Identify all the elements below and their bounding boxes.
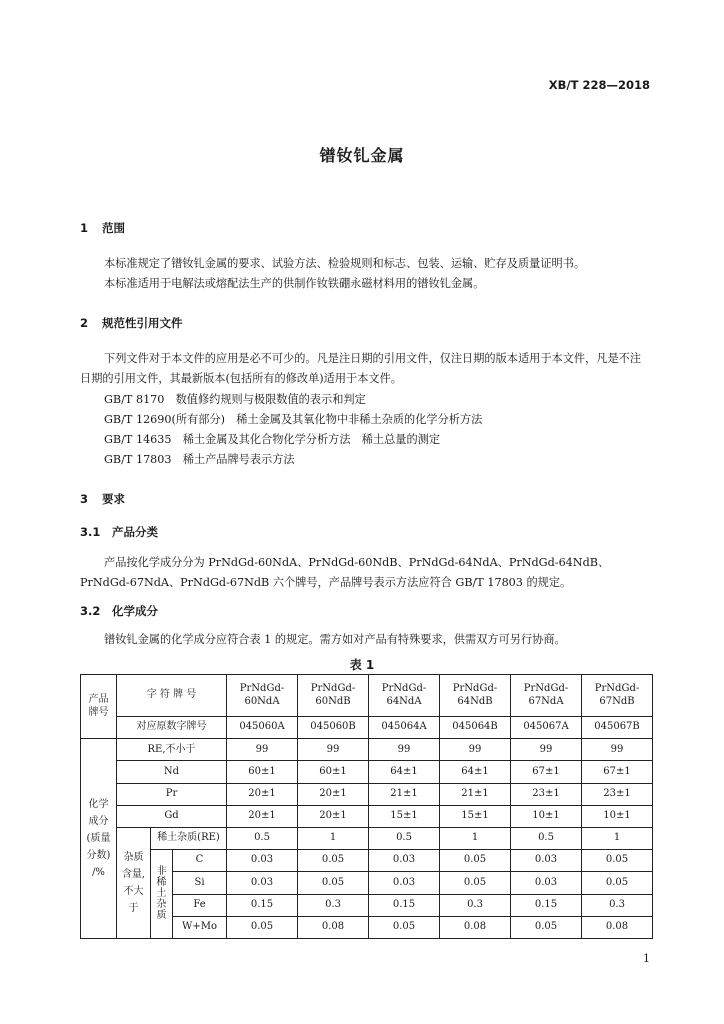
- row-label: Nd: [117, 761, 227, 783]
- value-cell: 0.05: [582, 872, 653, 894]
- value-cell: 10±1: [511, 805, 582, 827]
- value-cell: 10±1: [582, 805, 653, 827]
- value-cell: 15±1: [369, 805, 440, 827]
- section-number: 2: [80, 316, 89, 330]
- section-title: 要求: [102, 492, 125, 506]
- value-cell: 0.05: [440, 850, 511, 872]
- composition-paragraph: 镨钕钆金属的化学成分应符合表 1 的规定。需方如对产品有特殊要求，供需双方可另行协商。: [104, 633, 566, 646]
- value-cell: 0.15: [369, 894, 440, 916]
- value-cell: 0.05: [511, 916, 582, 938]
- value-cell: 0.05: [298, 850, 369, 872]
- value-cell: 21±1: [369, 783, 440, 805]
- value-cell: 0.3: [298, 894, 369, 916]
- grade-cell: PrNdGd- 64NdA: [369, 675, 440, 717]
- document-title: 镨钕钆金属: [319, 146, 405, 165]
- value-cell: 20±1: [227, 783, 298, 805]
- table-row: [81, 827, 653, 849]
- value-cell: 0.15: [227, 894, 298, 916]
- value-cell: 0.08: [298, 916, 369, 938]
- section-title: 产品分类: [112, 525, 158, 539]
- value-cell: 20±1: [298, 783, 369, 805]
- row-label: RE,不小于: [117, 739, 227, 761]
- value-cell: 0.03: [511, 872, 582, 894]
- value-cell: 99: [227, 739, 298, 761]
- table-row: [81, 675, 653, 717]
- reference-item: GB/T 14635 稀土金属及其化合物化学分析方法 稀土总量的测定: [104, 433, 441, 446]
- section-3-1-heading: [80, 524, 158, 540]
- value-cell: 64±1: [440, 761, 511, 783]
- value-cell: 99: [440, 739, 511, 761]
- value-cell: 0.08: [440, 916, 511, 938]
- num-grade-cell: 045060A: [227, 717, 298, 739]
- table-row: [81, 850, 653, 872]
- value-cell: 0.03: [369, 850, 440, 872]
- grade-cell: PrNdGd- 67NdB: [582, 675, 653, 717]
- section-3-heading: [80, 491, 125, 507]
- section-number: 3.1: [80, 525, 101, 539]
- product-grade-header: 产品牌号: [81, 675, 117, 739]
- value-cell: 67±1: [582, 761, 653, 783]
- table-row: [81, 761, 653, 783]
- value-cell: 0.05: [298, 872, 369, 894]
- value-cell: 0.05: [227, 916, 298, 938]
- value-cell: 64±1: [369, 761, 440, 783]
- reference-item: GB/T 8170 数值修约规则与极限数值的表示和判定: [104, 393, 366, 406]
- value-cell: 99: [582, 739, 653, 761]
- reference-item: GB/T 12690(所有部分) 稀土金属及其氧化物中非稀土杂质的化学分析方法: [104, 413, 483, 426]
- section-number: 1: [80, 221, 89, 235]
- value-cell: 0.3: [440, 894, 511, 916]
- section-number: 3.2: [80, 604, 101, 618]
- table-row: [81, 783, 653, 805]
- classification-paragraph: 产品按化学成分分为 PrNdGd-60NdA、PrNdGd-60NdB、PrNdGd-64NdA、PrNdGd-64NdB、PrNdGd-67NdA、PrNdGd-67NdB 六个牌号，产品牌号表示方法应符合 GB/T 17803 的规定。: [80, 556, 610, 589]
- value-cell: 23±1: [511, 783, 582, 805]
- table-row: [81, 805, 653, 827]
- grade-cell: PrNdGd- 67NdA: [511, 675, 582, 717]
- value-cell: 0.03: [227, 850, 298, 872]
- row-label: Fe: [173, 894, 227, 916]
- value-cell: 20±1: [227, 805, 298, 827]
- value-cell: 99: [298, 739, 369, 761]
- value-cell: 67±1: [511, 761, 582, 783]
- row-label: Pr: [117, 783, 227, 805]
- references-intro: 下列文件对于本文件的应用是必不可少的。凡是注日期的引用文件，仅注日期的版本适用于本文件，凡是不注日期的引用文件，其最新版本(包括所有的修改单)适用于本文件。: [80, 352, 642, 385]
- impurity-header: 杂质 含量, 不大 于: [117, 827, 151, 938]
- num-grade-cell: 045067A: [511, 717, 582, 739]
- value-cell: 0.05: [582, 850, 653, 872]
- row-label: C: [173, 850, 227, 872]
- char-grade-header: 字 符 牌 号: [117, 675, 227, 717]
- value-cell: 0.08: [582, 916, 653, 938]
- page-number: 1: [643, 952, 650, 965]
- value-cell: 0.15: [511, 894, 582, 916]
- num-grade-cell: 045060B: [298, 717, 369, 739]
- value-cell: 60±1: [227, 761, 298, 783]
- composition-header: 化学 成分 (质量 分数) /%: [81, 739, 117, 939]
- grade-cell: PrNdGd- 60NdA: [227, 675, 298, 717]
- value-cell: 0.5: [511, 827, 582, 849]
- row-label: Si: [173, 872, 227, 894]
- table-row: [81, 717, 653, 739]
- value-cell: 60±1: [298, 761, 369, 783]
- grade-cell: PrNdGd- 60NdB: [298, 675, 369, 717]
- value-cell: 99: [369, 739, 440, 761]
- chemical-composition-table: [80, 674, 653, 939]
- value-cell: 0.3: [582, 894, 653, 916]
- value-cell: 15±1: [440, 805, 511, 827]
- row-label: Gd: [117, 805, 227, 827]
- reference-item: GB/T 17803 稀土产品牌号表示方法: [104, 453, 295, 466]
- value-cell: 21±1: [440, 783, 511, 805]
- num-grade-cell: 045064A: [369, 717, 440, 739]
- value-cell: 1: [582, 827, 653, 849]
- num-grade-cell: 045064B: [440, 717, 511, 739]
- num-grade-header: 对应原数字牌号: [117, 717, 227, 739]
- value-cell: 1: [440, 827, 511, 849]
- row-label: 稀土杂质(RE): [151, 827, 227, 849]
- value-cell: 0.05: [440, 872, 511, 894]
- section-title: 范围: [102, 221, 125, 235]
- value-cell: 0.5: [227, 827, 298, 849]
- value-cell: 99: [511, 739, 582, 761]
- grade-cell: PrNdGd- 64NdB: [440, 675, 511, 717]
- table-row: [81, 739, 653, 761]
- standard-number: XB/T 228—2018: [548, 78, 650, 92]
- num-grade-cell: 045067B: [582, 717, 653, 739]
- section-title: 规范性引用文件: [102, 316, 183, 330]
- section-1-heading: [80, 220, 125, 236]
- value-cell: 20±1: [298, 805, 369, 827]
- section-title: 化学成分: [112, 604, 158, 618]
- scope-paragraph-2: 本标准适用于电解法或熔配法生产的供制作钕铁硼永磁材料用的镨钕钆金属。: [104, 277, 485, 290]
- value-cell: 0.5: [369, 827, 440, 849]
- value-cell: 0.05: [369, 916, 440, 938]
- non-re-impurity-header: 非 稀 土 杂 质: [151, 850, 173, 939]
- table-caption: 表 1: [349, 658, 375, 672]
- scope-paragraph-1: 本标准规定了镨钕钆金属的要求、试验方法、检验规则和标志、包装、运输、贮存及质量证明书。: [104, 257, 586, 270]
- value-cell: 23±1: [582, 783, 653, 805]
- section-3-2-heading: [80, 603, 158, 619]
- value-cell: 0.03: [369, 872, 440, 894]
- section-2-heading: [80, 315, 183, 331]
- section-number: 3: [80, 492, 89, 506]
- value-cell: 1: [298, 827, 369, 849]
- row-label: W+Mo: [173, 916, 227, 938]
- value-cell: 0.03: [511, 850, 582, 872]
- value-cell: 0.03: [227, 872, 298, 894]
